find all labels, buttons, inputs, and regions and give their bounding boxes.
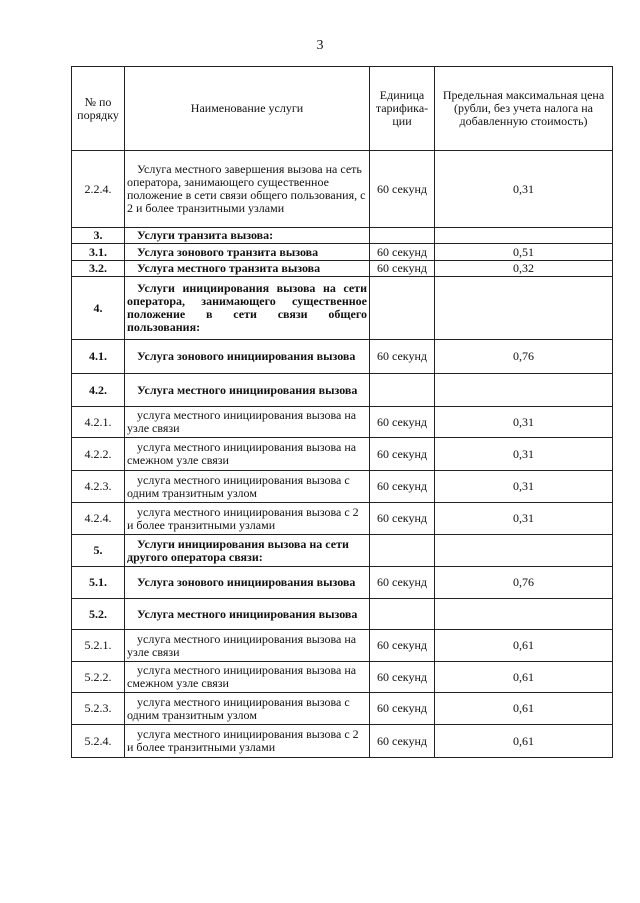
table-row — [72, 244, 613, 261]
row-name: услуга местного инициирования вызова с 2 и более транзитными узлами — [125, 725, 370, 758]
table-row — [72, 567, 613, 599]
row-price — [435, 535, 613, 567]
row-num: 5.2.2. — [72, 662, 125, 693]
row-name: Услуга зонового инициирования вызова — [125, 340, 370, 374]
row-num: 5.2.4. — [72, 725, 125, 758]
row-name: услуга местного инициирования вызова с одним транзитным узлом — [125, 693, 370, 725]
row-price: 0,31 — [435, 503, 613, 535]
row-name: услуга местного инициирования вызова на узле связи — [125, 630, 370, 662]
row-num: 3.2. — [72, 261, 125, 277]
row-unit — [370, 535, 435, 567]
table-row — [72, 725, 613, 758]
row-price: 0,61 — [435, 725, 613, 758]
table-row — [72, 151, 613, 228]
row-unit: 60 секунд — [370, 630, 435, 662]
row-price: 0,51 — [435, 244, 613, 261]
row-name: услуга местного инициирования вызова на смежном узле связи — [125, 662, 370, 693]
row-unit: 60 секунд — [370, 438, 435, 471]
row-price: 0,31 — [435, 151, 613, 228]
row-name: Услуга зонового транзита вызова — [125, 244, 370, 261]
row-num: 4.2.1. — [72, 407, 125, 438]
header-unit: Единица тарифика-ции — [370, 67, 435, 151]
row-price: 0,31 — [435, 438, 613, 471]
row-name: Услуги инициирования вызова на сети другого оператора связи: — [125, 535, 370, 567]
row-price: 0,31 — [435, 471, 613, 503]
row-name: Услуга зонового инициирования вызова — [125, 567, 370, 599]
row-num: 4.2. — [72, 374, 125, 407]
table-row — [72, 340, 613, 374]
table-row — [72, 277, 613, 340]
page-number: 3 — [316, 38, 324, 53]
tariff-table — [71, 66, 613, 758]
row-num: 4.1. — [72, 340, 125, 374]
row-num: 4.2.3. — [72, 471, 125, 503]
row-num: 4.2.2. — [72, 438, 125, 471]
row-num: 5.2.1. — [72, 630, 125, 662]
row-num: 5.2. — [72, 599, 125, 630]
row-name: Услуга местного завершения вызова на сеть оператора, занимающего существенное положение в сети связи общего пользования, с 2 и более транзитными узлами — [125, 151, 370, 228]
table-row — [72, 438, 613, 471]
table-row — [72, 535, 613, 567]
row-unit: 60 секунд — [370, 471, 435, 503]
table-row — [72, 662, 613, 693]
row-price — [435, 374, 613, 407]
row-unit: 60 секунд — [370, 567, 435, 599]
row-price — [435, 277, 613, 340]
table-header-row — [72, 67, 613, 151]
row-price — [435, 599, 613, 630]
table-row — [72, 630, 613, 662]
row-num: 5.1. — [72, 567, 125, 599]
row-num: 2.2.4. — [72, 151, 125, 228]
row-num: 5.2.3. — [72, 693, 125, 725]
row-num: 3. — [72, 228, 125, 244]
row-price: 0,61 — [435, 662, 613, 693]
row-price: 0,61 — [435, 630, 613, 662]
row-name: Услуга местного инициирования вызова — [125, 374, 370, 407]
row-name: услуга местного инициирования вызова на смежном узле связи — [125, 438, 370, 471]
row-unit — [370, 228, 435, 244]
row-unit: 60 секунд — [370, 662, 435, 693]
row-price: 0,76 — [435, 567, 613, 599]
row-price: 0,31 — [435, 407, 613, 438]
table-row — [72, 407, 613, 438]
header-num: № по порядку — [72, 67, 125, 151]
table-row — [72, 599, 613, 630]
header-price: Предельная максимальная цена (рубли, без учета налога на добавленную стоимость) — [435, 67, 613, 151]
row-name: услуга местного инициирования вызова на узле связи — [125, 407, 370, 438]
row-name: услуга местного инициирования вызова с 2 и более транзитными узлами — [125, 503, 370, 535]
row-name: Услуга местного транзита вызова — [125, 261, 370, 277]
row-unit: 60 секунд — [370, 244, 435, 261]
table-row — [72, 471, 613, 503]
row-price: 0,61 — [435, 693, 613, 725]
table-row — [72, 228, 613, 244]
row-unit: 60 секунд — [370, 261, 435, 277]
row-num: 4.2.4. — [72, 503, 125, 535]
row-unit — [370, 599, 435, 630]
row-name: Услуги инициирования вызова на сети оператора, занимающего существенное положение в сети связи общего пользования: — [125, 277, 370, 340]
row-unit: 60 секунд — [370, 151, 435, 228]
table-row — [72, 503, 613, 535]
row-unit: 60 секунд — [370, 503, 435, 535]
row-name: услуга местного инициирования вызова с одним транзитным узлом — [125, 471, 370, 503]
row-price: 0,32 — [435, 261, 613, 277]
row-price: 0,76 — [435, 340, 613, 374]
row-unit: 60 секунд — [370, 725, 435, 758]
header-name: Наименование услуги — [125, 67, 370, 151]
row-name: Услуги транзита вызова: — [125, 228, 370, 244]
table-row — [72, 374, 613, 407]
row-num: 4. — [72, 277, 125, 340]
row-num: 5. — [72, 535, 125, 567]
row-price — [435, 228, 613, 244]
row-unit — [370, 374, 435, 407]
row-name: Услуга местного инициирования вызова — [125, 599, 370, 630]
table-row — [72, 261, 613, 277]
table-row — [72, 693, 613, 725]
row-unit: 60 секунд — [370, 693, 435, 725]
row-unit: 60 секунд — [370, 407, 435, 438]
row-unit: 60 секунд — [370, 340, 435, 374]
row-num: 3.1. — [72, 244, 125, 261]
row-unit — [370, 277, 435, 340]
